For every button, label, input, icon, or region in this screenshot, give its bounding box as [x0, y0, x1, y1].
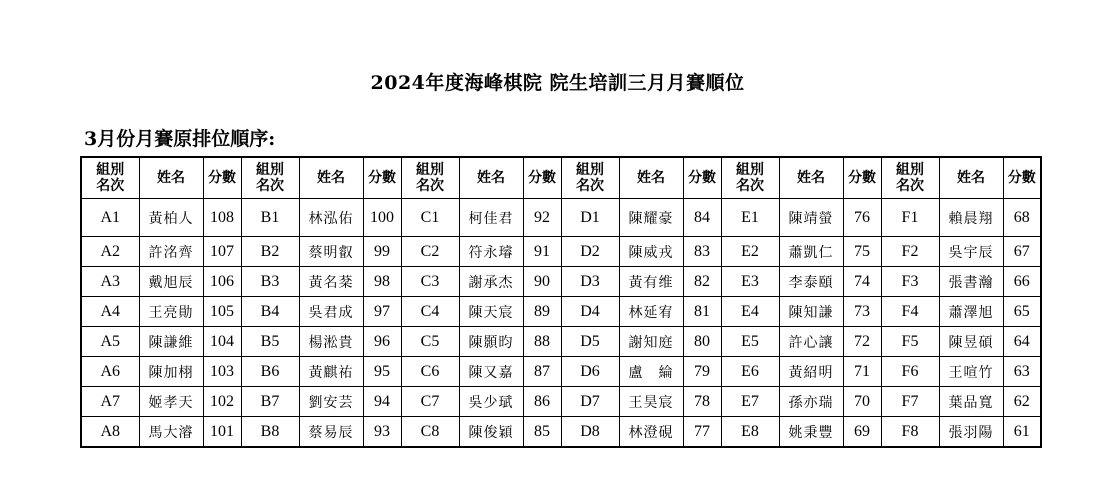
- player-name-cell: 陳加栩: [139, 357, 203, 387]
- player-name-cell: 李泰頤: [779, 267, 843, 297]
- header-group-rank: [721, 157, 779, 199]
- rank-code-cell: C1: [401, 199, 459, 237]
- rank-code-cell: E5: [721, 327, 779, 357]
- player-name-cell: 陳知謙: [779, 297, 843, 327]
- player-name-cell: 陳天宸: [459, 297, 523, 327]
- score-cell: 88: [523, 327, 561, 357]
- rank-code-cell: A4: [81, 297, 139, 327]
- header-name: 姓名: [939, 157, 1003, 199]
- rank-code-cell: B6: [241, 357, 299, 387]
- section-title: 3月份月賽原排位順序:: [84, 128, 276, 150]
- rank-code-cell: D4: [561, 297, 619, 327]
- document-title: 2024年度海峰棋院 院生培訓三月月賽順位: [370, 72, 745, 94]
- score-cell: 82: [683, 267, 721, 297]
- rank-code-cell: D8: [561, 417, 619, 448]
- rank-code-cell: E2: [721, 237, 779, 267]
- player-name-cell: 姬孝天: [139, 387, 203, 417]
- rank-code-cell: F2: [881, 237, 939, 267]
- score-cell: 77: [683, 417, 721, 448]
- score-cell: 70: [843, 387, 881, 417]
- score-cell: 68: [1003, 199, 1041, 237]
- rank-code-cell: C3: [401, 267, 459, 297]
- score-cell: 103: [203, 357, 241, 387]
- table-row: [81, 297, 1041, 327]
- rank-code-cell: F6: [881, 357, 939, 387]
- rank-code-cell: F8: [881, 417, 939, 448]
- header-group-rank: [881, 157, 939, 199]
- score-cell: 79: [683, 357, 721, 387]
- header-group-label: 組別: [896, 162, 924, 178]
- header-rank-label: 名次: [96, 178, 125, 194]
- header-group-label: 組別: [256, 162, 284, 178]
- player-name-cell: 蔡明叡: [299, 237, 363, 267]
- player-name-cell: 林泓佑: [299, 199, 363, 237]
- header-score: 分數: [523, 157, 561, 199]
- header-rank-label: 名次: [896, 178, 924, 194]
- player-name-cell: 孫亦瑞: [779, 387, 843, 417]
- score-cell: 85: [523, 417, 561, 448]
- header-group-rank: [241, 157, 299, 199]
- player-name-cell: 陳威戎: [619, 237, 683, 267]
- player-name-cell: 謝承杰: [459, 267, 523, 297]
- rank-code-cell: C6: [401, 357, 459, 387]
- rank-code-cell: B2: [241, 237, 299, 267]
- player-name-cell: 陳耀豪: [619, 199, 683, 237]
- score-cell: 64: [1003, 327, 1041, 357]
- header-name: 姓名: [619, 157, 683, 199]
- score-cell: 75: [843, 237, 881, 267]
- score-cell: 99: [363, 237, 401, 267]
- score-cell: 93: [363, 417, 401, 448]
- player-name-cell: 盧 綸: [619, 357, 683, 387]
- header-rank-label: 名次: [576, 178, 604, 194]
- score-cell: 104: [203, 327, 241, 357]
- score-cell: 74: [843, 267, 881, 297]
- player-name-cell: 葉品寬: [939, 387, 1003, 417]
- header-name: 姓名: [139, 157, 203, 199]
- rank-code-cell: A6: [81, 357, 139, 387]
- score-cell: 67: [1003, 237, 1041, 267]
- rank-code-cell: F7: [881, 387, 939, 417]
- header-group-label: 組別: [96, 162, 125, 178]
- rank-code-cell: B1: [241, 199, 299, 237]
- score-cell: 62: [1003, 387, 1041, 417]
- score-cell: 87: [523, 357, 561, 387]
- player-name-cell: 戴旭辰: [139, 267, 203, 297]
- ranking-table: [80, 156, 1042, 448]
- player-name-cell: 張羽陽: [939, 417, 1003, 448]
- player-name-cell: 王亮勛: [139, 297, 203, 327]
- score-cell: 66: [1003, 267, 1041, 297]
- rank-code-cell: E7: [721, 387, 779, 417]
- table-row: [81, 199, 1041, 237]
- rank-code-cell: A8: [81, 417, 139, 448]
- score-cell: 97: [363, 297, 401, 327]
- player-name-cell: 林延宥: [619, 297, 683, 327]
- player-name-cell: 柯佳君: [459, 199, 523, 237]
- rank-code-cell: E4: [721, 297, 779, 327]
- score-cell: 73: [843, 297, 881, 327]
- rank-code-cell: D7: [561, 387, 619, 417]
- score-cell: 84: [683, 199, 721, 237]
- header-score: 分數: [363, 157, 401, 199]
- score-cell: 100: [363, 199, 401, 237]
- table-row: [81, 267, 1041, 297]
- score-cell: 69: [843, 417, 881, 448]
- score-cell: 86: [523, 387, 561, 417]
- header-rank-label: 名次: [256, 178, 284, 194]
- rank-code-cell: A2: [81, 237, 139, 267]
- player-name-cell: 賴晨翔: [939, 199, 1003, 237]
- table-row: [81, 417, 1041, 448]
- header-group-rank: [401, 157, 459, 199]
- player-name-cell: 楊淞貴: [299, 327, 363, 357]
- player-name-cell: 吳君成: [299, 297, 363, 327]
- rank-code-cell: B4: [241, 297, 299, 327]
- score-cell: 81: [683, 297, 721, 327]
- player-name-cell: 陳顥昀: [459, 327, 523, 357]
- rank-code-cell: C8: [401, 417, 459, 448]
- rank-code-cell: B7: [241, 387, 299, 417]
- player-name-cell: 許心讓: [779, 327, 843, 357]
- header-rank-label: 名次: [416, 178, 444, 194]
- rank-code-cell: C4: [401, 297, 459, 327]
- player-name-cell: 王喧竹: [939, 357, 1003, 387]
- score-cell: 95: [363, 357, 401, 387]
- header-group-label: 組別: [576, 162, 604, 178]
- table-row: [81, 327, 1041, 357]
- score-cell: 106: [203, 267, 241, 297]
- header-score: 分數: [1003, 157, 1041, 199]
- header-group-label: 組別: [416, 162, 444, 178]
- score-cell: 101: [203, 417, 241, 448]
- player-name-cell: 陳謙維: [139, 327, 203, 357]
- player-name-cell: 王昊宸: [619, 387, 683, 417]
- score-cell: 94: [363, 387, 401, 417]
- player-name-cell: 黃柏人: [139, 199, 203, 237]
- table-row: [81, 387, 1041, 417]
- rank-code-cell: C7: [401, 387, 459, 417]
- header-group-rank: [81, 157, 139, 199]
- rank-code-cell: D2: [561, 237, 619, 267]
- player-name-cell: 吳宇辰: [939, 237, 1003, 267]
- score-cell: 108: [203, 199, 241, 237]
- player-name-cell: 許洺齊: [139, 237, 203, 267]
- player-name-cell: 馬大濬: [139, 417, 203, 448]
- player-name-cell: 林澄硯: [619, 417, 683, 448]
- header-score: 分數: [683, 157, 721, 199]
- player-name-cell: 黃紹明: [779, 357, 843, 387]
- score-cell: 91: [523, 237, 561, 267]
- player-name-cell: 陳昱碩: [939, 327, 1003, 357]
- rank-code-cell: D3: [561, 267, 619, 297]
- player-name-cell: 劉安芸: [299, 387, 363, 417]
- rank-code-cell: F1: [881, 199, 939, 237]
- player-name-cell: 陳俊穎: [459, 417, 523, 448]
- score-cell: 72: [843, 327, 881, 357]
- header-score: 分數: [843, 157, 881, 199]
- score-cell: 63: [1003, 357, 1041, 387]
- rank-code-cell: E3: [721, 267, 779, 297]
- header-row: [81, 157, 1041, 199]
- rank-code-cell: A7: [81, 387, 139, 417]
- player-name-cell: 符永璿: [459, 237, 523, 267]
- player-name-cell: 陳靖螢: [779, 199, 843, 237]
- header-group-label: 組別: [736, 162, 764, 178]
- rank-code-cell: D6: [561, 357, 619, 387]
- player-name-cell: 蔡易辰: [299, 417, 363, 448]
- score-cell: 80: [683, 327, 721, 357]
- score-cell: 65: [1003, 297, 1041, 327]
- score-cell: 92: [523, 199, 561, 237]
- player-name-cell: 黃名棻: [299, 267, 363, 297]
- rank-code-cell: F4: [881, 297, 939, 327]
- score-cell: 102: [203, 387, 241, 417]
- player-name-cell: 蕭凱仁: [779, 237, 843, 267]
- score-cell: 105: [203, 297, 241, 327]
- player-name-cell: 蕭澤旭: [939, 297, 1003, 327]
- rank-code-cell: B8: [241, 417, 299, 448]
- player-name-cell: 黃麒祐: [299, 357, 363, 387]
- score-cell: 90: [523, 267, 561, 297]
- rank-code-cell: F5: [881, 327, 939, 357]
- header-name: 姓名: [299, 157, 363, 199]
- player-name-cell: 吳少珷: [459, 387, 523, 417]
- rank-code-cell: E6: [721, 357, 779, 387]
- rank-code-cell: C5: [401, 327, 459, 357]
- header-name: 姓名: [459, 157, 523, 199]
- header-score: 分數: [203, 157, 241, 199]
- rank-code-cell: A3: [81, 267, 139, 297]
- rank-code-cell: C2: [401, 237, 459, 267]
- rank-code-cell: B3: [241, 267, 299, 297]
- score-cell: 71: [843, 357, 881, 387]
- player-name-cell: 謝知庭: [619, 327, 683, 357]
- rank-code-cell: E1: [721, 199, 779, 237]
- header-name: 姓名: [779, 157, 843, 199]
- header-rank-label: 名次: [736, 178, 764, 194]
- rank-code-cell: D5: [561, 327, 619, 357]
- score-cell: 107: [203, 237, 241, 267]
- score-cell: 76: [843, 199, 881, 237]
- header-group-rank: [561, 157, 619, 199]
- score-cell: 78: [683, 387, 721, 417]
- rank-code-cell: E8: [721, 417, 779, 448]
- rank-code-cell: A1: [81, 199, 139, 237]
- score-cell: 61: [1003, 417, 1041, 448]
- table-row: [81, 237, 1041, 267]
- rank-code-cell: A5: [81, 327, 139, 357]
- player-name-cell: 姚秉豐: [779, 417, 843, 448]
- table-row: [81, 357, 1041, 387]
- rank-code-cell: D1: [561, 199, 619, 237]
- rank-code-cell: B5: [241, 327, 299, 357]
- rank-code-cell: F3: [881, 267, 939, 297]
- player-name-cell: 黃有维: [619, 267, 683, 297]
- score-cell: 83: [683, 237, 721, 267]
- player-name-cell: 張書瀚: [939, 267, 1003, 297]
- player-name-cell: 陳又嘉: [459, 357, 523, 387]
- score-cell: 96: [363, 327, 401, 357]
- score-cell: 89: [523, 297, 561, 327]
- score-cell: 98: [363, 267, 401, 297]
